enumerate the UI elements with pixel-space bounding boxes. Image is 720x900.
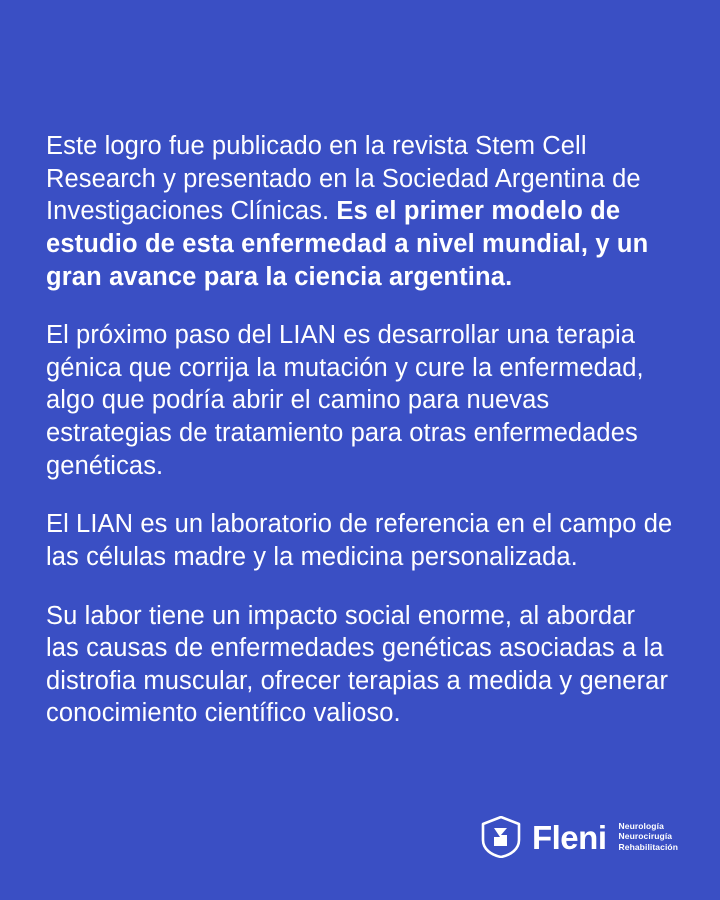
paragraph-4: Su labor tiene un impacto social enorme, al abordar las causas de enfermedades genéticas asociadas a la distrofia muscular, ofrecer terapias a medida y generar conocimiento científico valioso. bbox=[46, 601, 669, 728]
tagline-line-3: Rehabilitación bbox=[618, 841, 678, 852]
paragraph-1 bbox=[46, 130, 674, 293]
text-content bbox=[46, 130, 674, 730]
fleni-shield-icon bbox=[480, 816, 522, 858]
paragraph-1-bold: Es el primer modelo de estudio de esta enfermedad a nivel mundial, y un gran avance para la ciencia argentina. bbox=[46, 197, 649, 291]
fleni-logo bbox=[480, 816, 678, 858]
paragraph-3: El LIAN es un laboratorio de referencia en el campo de las células madre y la medicina personalizada. bbox=[46, 510, 673, 571]
tagline-line-1: Neurología bbox=[618, 820, 664, 831]
paragraph-1-normal: Este logro fue publicado en la revista Stem Cell Research y presentado en la Sociedad Argentina de Investigaciones Clínicas. bbox=[46, 132, 641, 226]
tagline-line-2: Neurocirugía bbox=[618, 831, 673, 842]
fleni-tagline bbox=[619, 822, 679, 853]
paragraph-2: El próximo paso del LIAN es desarrollar una terapia génica que corrija la mutación y cure la enfermedad, algo que podría abrir el camino para nuevas estrategias de tratamiento para otras enfermedades genéticas. bbox=[46, 321, 644, 480]
fleni-wordmark: Fleni bbox=[531, 818, 607, 856]
